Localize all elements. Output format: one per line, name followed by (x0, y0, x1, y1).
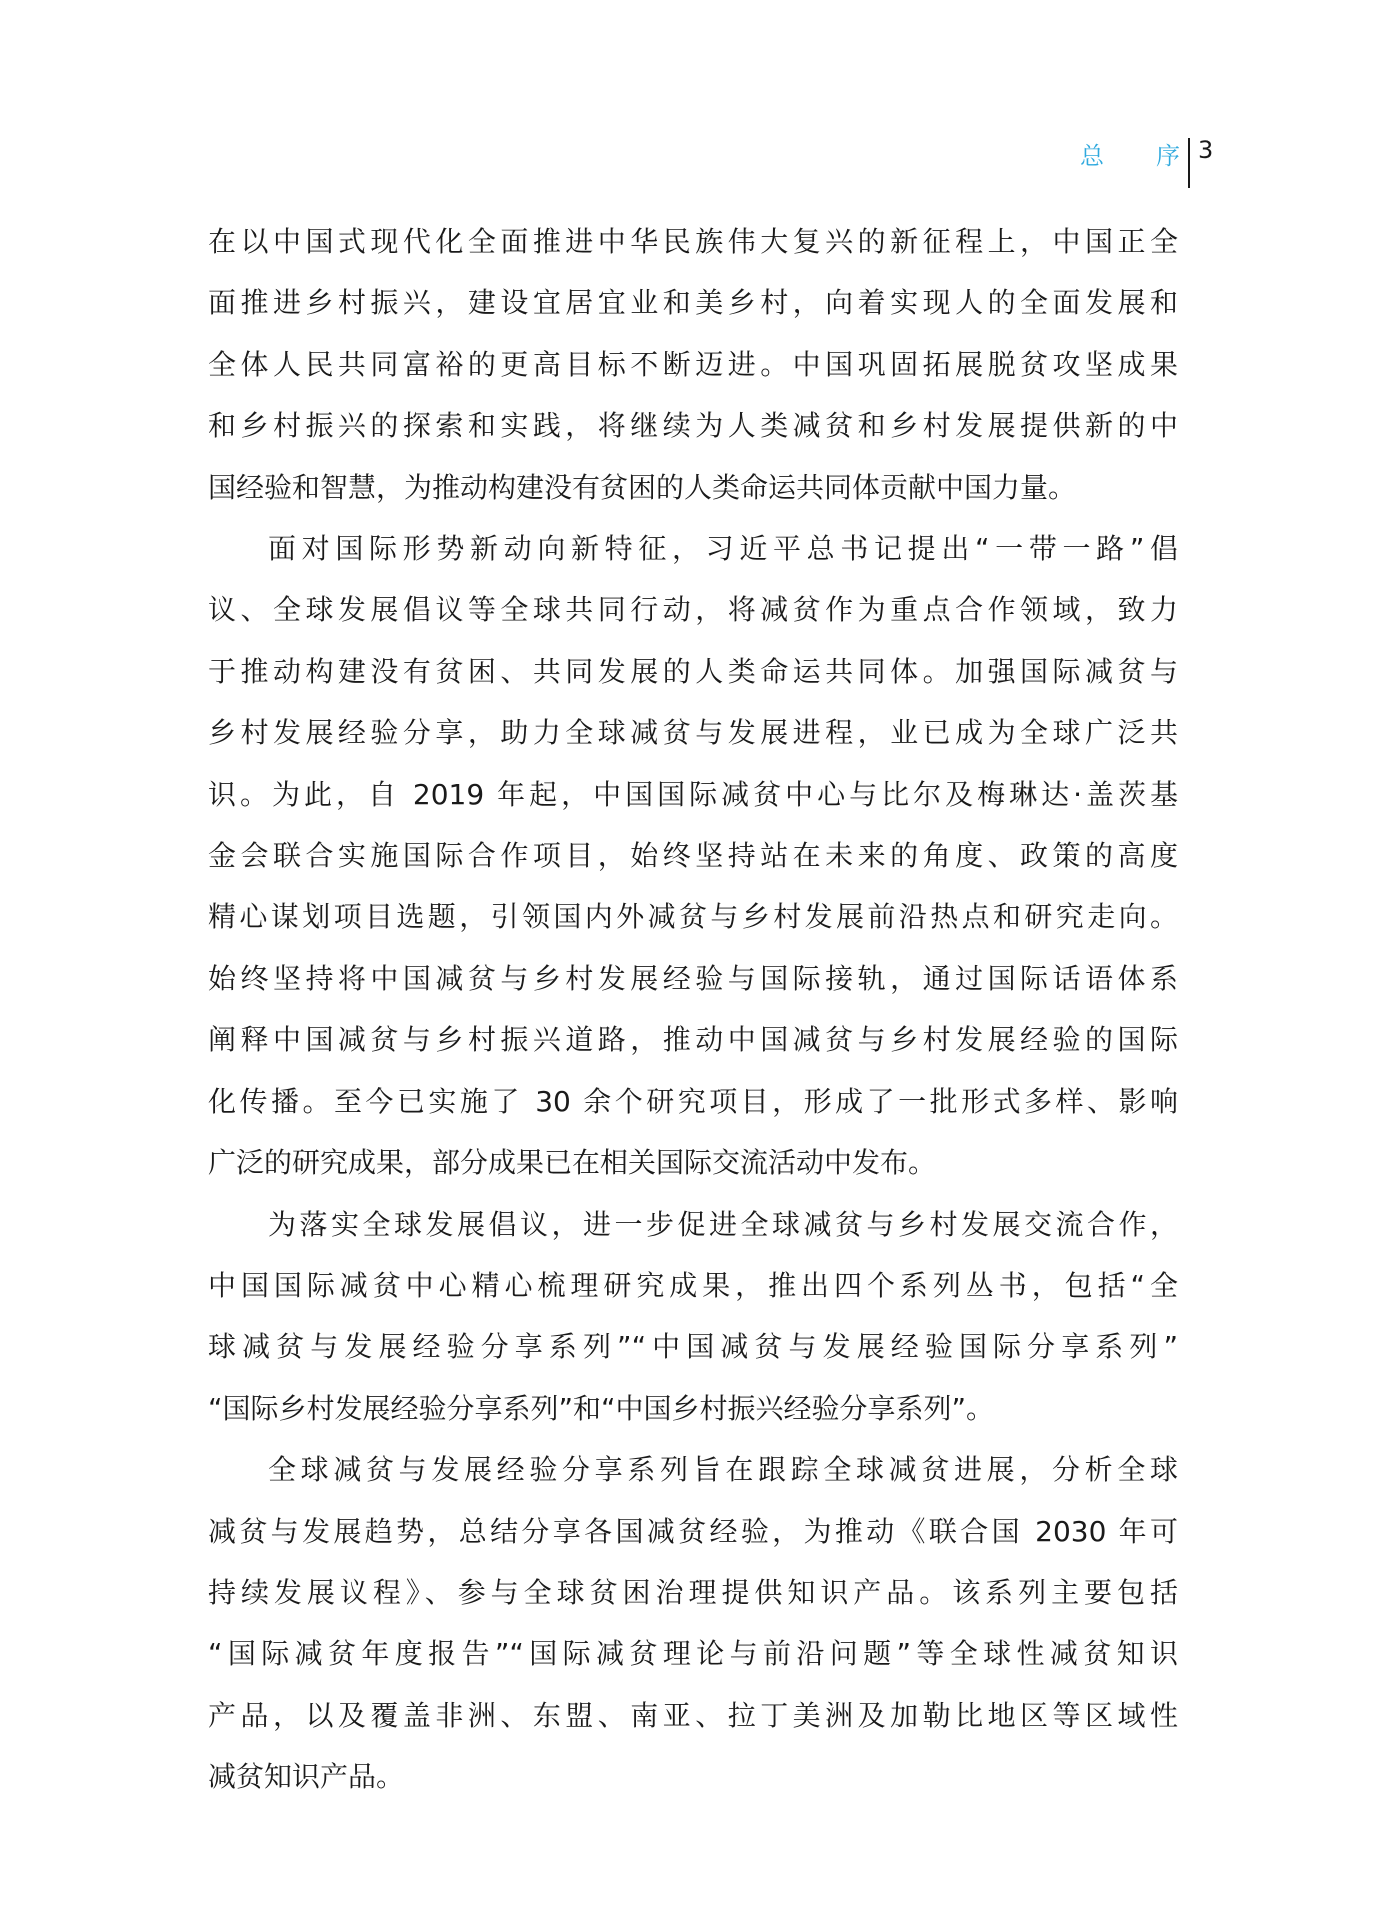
text-line: 金会联合实施国际合作项目，始终坚持站在未来的角度、政策的高度 (208, 839, 1178, 873)
text-line: 面对国际形势新动向新特征，习近平总书记提出“一带一路”倡 (268, 532, 1178, 566)
text-line: 乡村发展经验分享，助力全球减贫与发展进程，业已成为全球广泛共 (208, 716, 1178, 750)
section-title (1080, 144, 1180, 168)
text-line: 产品，以及覆盖非洲、东盟、南亚、拉丁美洲及加勒比地区等区域性 (208, 1698, 1178, 1732)
text-line: “国际乡村发展经验分享系列”和“中国乡村振兴经验分享系列”。 (208, 1391, 995, 1425)
text-line: 广泛的研究成果，部分成果已在相关国际交流活动中发布。 (208, 1146, 937, 1180)
section-title-char: 序 (1156, 142, 1180, 170)
text-line: 国经验和智慧，为推动构建没有贫困的人类命运共同体贡献中国力量。 (208, 470, 1077, 504)
text-line: 和乡村振兴的探索和实践，将继续为人类减贫和乡村发展提供新的中 (208, 409, 1178, 443)
paragraph (208, 1439, 1178, 1807)
text-line: “国际减贫年度报告”“国际减贫理论与前沿问题”等全球性减贫知识 (208, 1637, 1178, 1671)
text-line: 为落实全球发展倡议，进一步促进全球减贫与乡村发展交流合作， (268, 1207, 1178, 1241)
paragraph (208, 211, 1178, 518)
text-line: 始终坚持将中国减贫与乡村发展经验与国际接轨，通过国际话语体系 (208, 961, 1178, 995)
text-line: 精心谋划项目选题，引领国内外减贫与乡村发展前沿热点和研究走向。 (208, 900, 1178, 934)
page-number: 3 (1198, 136, 1214, 164)
text-line: 全球减贫与发展经验分享系列旨在跟踪全球减贫进展，分析全球 (268, 1453, 1178, 1487)
text-line: 识。为此，自 2019 年起，中国国际减贫中心与比尔及梅琳达·盖茨基 (208, 777, 1178, 811)
text-line: 于推动构建没有贫困、共同发展的人类命运共同体。加强国际减贫与 (208, 654, 1178, 688)
text-line: 减贫知识产品。 (208, 1760, 405, 1794)
text-line: 中国国际减贫中心精心梳理研究成果，推出四个系列丛书，包括“全 (208, 1268, 1178, 1302)
text-line: 在以中国式现代化全面推进中华民族伟大复兴的新征程上，中国正全 (208, 225, 1178, 258)
text-line: 减贫与发展趋势，总结分享各国减贫经验，为推动《联合国 2030 年可 (208, 1514, 1178, 1548)
body-text (208, 211, 1178, 1808)
text-line: 议、全球发展倡议等全球共同行动，将减贫作为重点合作领域，致力 (208, 593, 1178, 627)
text-line: 化传播。至今已实施了 30 余个研究项目，形成了一批形式多样、影响 (208, 1084, 1178, 1118)
text-line: 阐释中国减贫与乡村振兴道路，推动中国减贫与乡村发展经验的国际 (208, 1023, 1178, 1057)
running-head (1080, 138, 1220, 188)
header-divider (1188, 138, 1190, 188)
text-line: 球减贫与发展经验分享系列”“中国减贫与发展经验国际分享系列” (208, 1330, 1178, 1364)
text-line: 持续发展议程》、参与全球贫困治理提供知识产品。该系列主要包括 (208, 1575, 1178, 1609)
section-title-char: 总 (1080, 142, 1104, 170)
paragraph (208, 518, 1178, 1193)
text-line: 面推进乡村振兴，建设宜居宜业和美乡村，向着实现人的全面发展和 (208, 286, 1178, 320)
paragraph (208, 1194, 1178, 1440)
text-line: 全体人民共同富裕的更高目标不断迈进。中国巩固拓展脱贫攻坚成果 (208, 347, 1178, 381)
